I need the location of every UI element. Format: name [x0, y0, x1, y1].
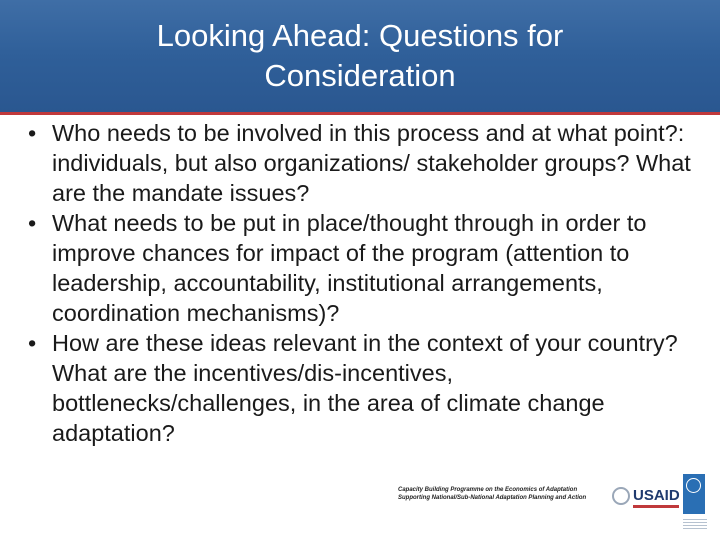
bullet-icon: •: [28, 210, 37, 236]
footer-caption: [398, 486, 610, 502]
undp-tagline-mark: [683, 519, 707, 531]
bullet-icon: •: [28, 120, 37, 146]
bullet-item: [28, 208, 700, 328]
bullet-text: How are these ideas relevant in the context of your country? What are the incentives/dis-incentives, bottlenecks/challenges, in the area of climate change adaptation?: [52, 330, 678, 446]
footer-line-1: Capacity Building Programme on the Economics of Adaptation: [398, 487, 578, 493]
footer-line-2: Supporting National/Sub-National Adaptation Planning and Action: [398, 495, 587, 501]
bullet-text: Who needs to be involved in this process and at what point?: individuals, but also organizations/ stakeholder groups? What are the mandate issues?: [52, 120, 691, 206]
usaid-logo: USAID: [633, 487, 680, 504]
bullet-text: What needs to be put in place/thought through in order to improve chances for impact of the program (attention to leadership, accountability, institutional arrangements, coordination mechanisms)?: [52, 210, 647, 326]
bullet-item: [28, 328, 700, 448]
un-emblem-icon: [686, 478, 701, 493]
title-divider: [0, 112, 720, 115]
title-bar: [0, 0, 720, 112]
partner-seal-icon: [612, 487, 630, 505]
slide-title: Looking Ahead: Questions for Consideration: [156, 18, 564, 93]
bullet-list: [28, 118, 700, 448]
bullet-icon: •: [28, 330, 37, 356]
usaid-logo-stripe: [633, 505, 679, 508]
bullet-item: [28, 118, 700, 208]
